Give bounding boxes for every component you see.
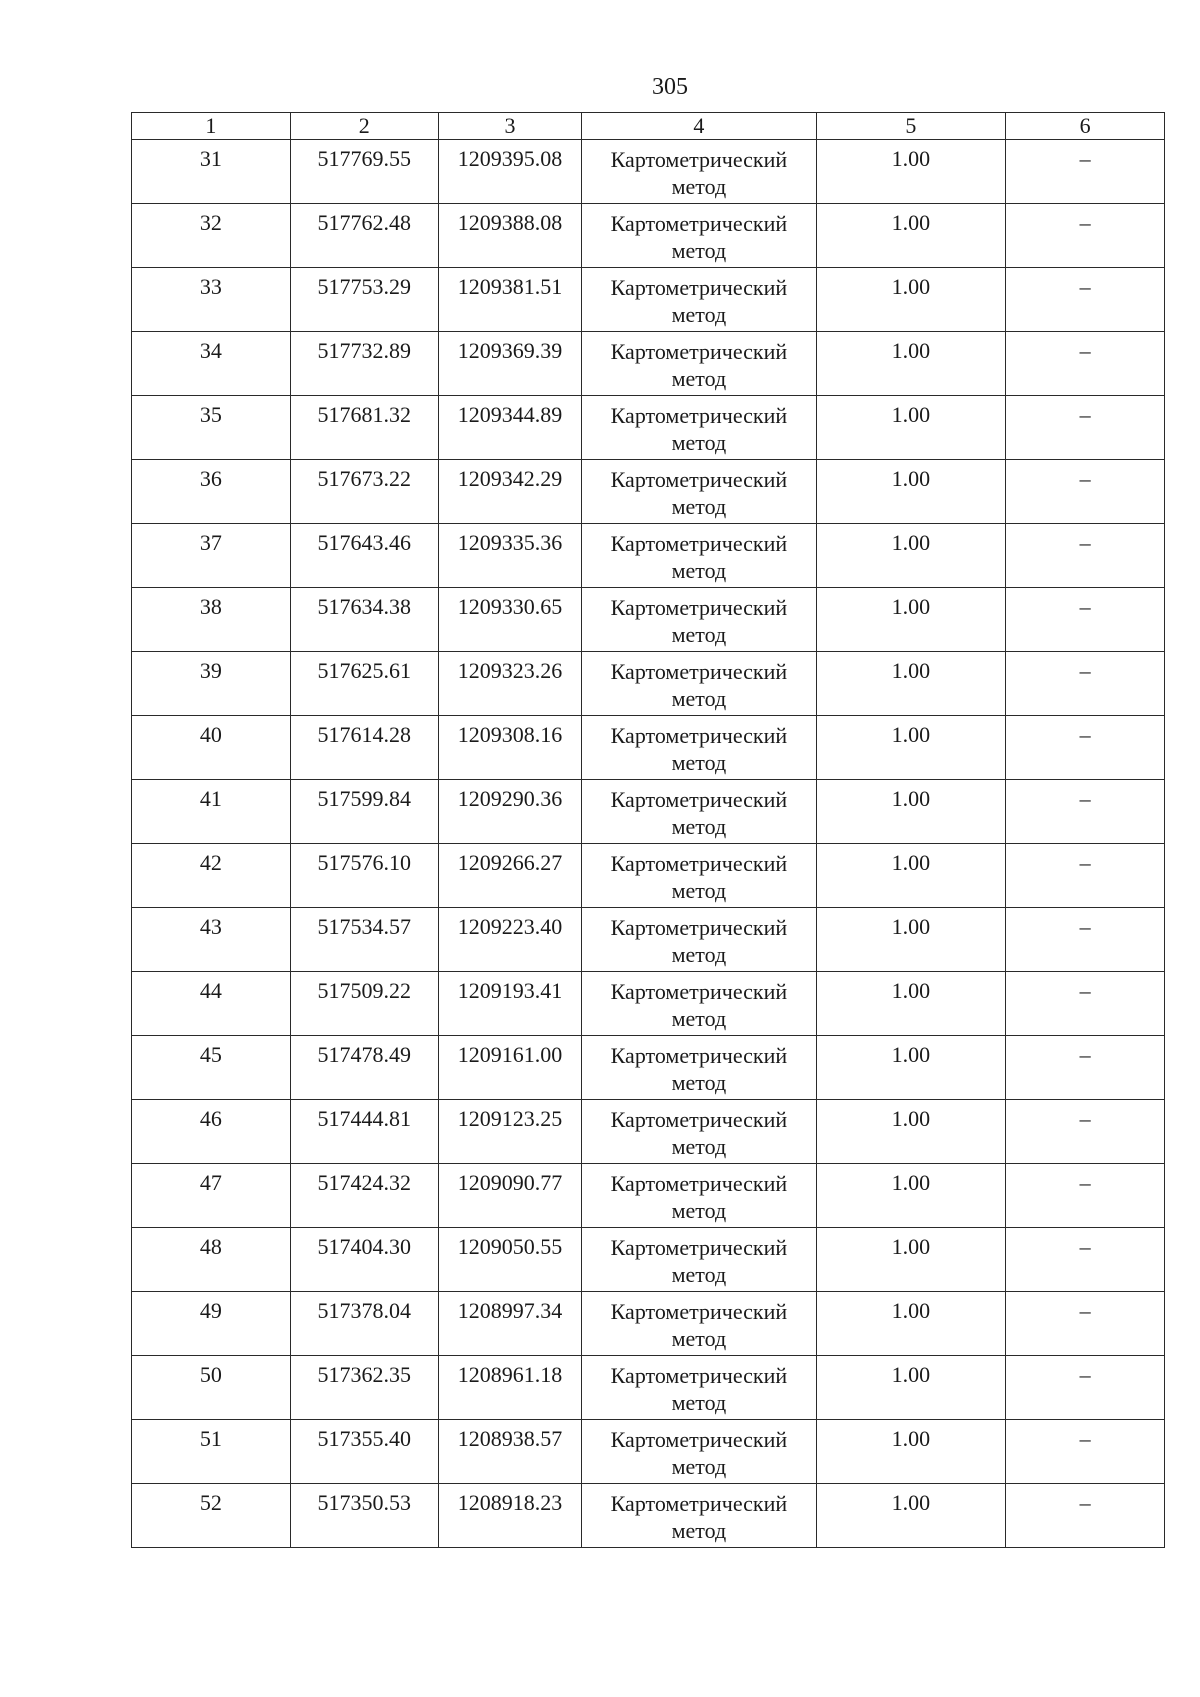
point-number-cell: 42	[132, 844, 291, 908]
method-cell	[582, 588, 816, 652]
y-coordinate-cell: 1209323.26	[438, 652, 582, 716]
method-label: Картометрический	[610, 339, 788, 364]
method-cell	[582, 140, 816, 204]
method-cell	[582, 1036, 816, 1100]
method-label: Картометрический	[610, 915, 788, 940]
method-cell	[582, 652, 816, 716]
table-row	[132, 268, 1165, 332]
method-cell	[582, 1164, 816, 1228]
method-label: Картометрический	[610, 1427, 788, 1452]
method-label-continued: метод	[671, 174, 727, 199]
method-label: Картометрический	[610, 147, 788, 172]
y-coordinate-cell: 1209335.36	[438, 524, 582, 588]
method-label: Картометрический	[610, 723, 788, 748]
note-cell: –	[1006, 1164, 1165, 1228]
point-number-cell: 51	[132, 1420, 291, 1484]
note-cell: –	[1006, 972, 1165, 1036]
y-coordinate-cell: 1209395.08	[438, 140, 582, 204]
y-coordinate-cell: 1209090.77	[438, 1164, 582, 1228]
method-label-continued: метод	[671, 494, 727, 519]
x-coordinate-cell: 517753.29	[290, 268, 438, 332]
y-coordinate-cell: 1209123.25	[438, 1100, 582, 1164]
table-row	[132, 332, 1165, 396]
table-row	[132, 396, 1165, 460]
accuracy-cell: 1.00	[816, 652, 1006, 716]
accuracy-cell: 1.00	[816, 1484, 1006, 1548]
method-label: Картометрический	[610, 1299, 788, 1324]
point-number-cell: 46	[132, 1100, 291, 1164]
table-row	[132, 844, 1165, 908]
x-coordinate-cell: 517634.38	[290, 588, 438, 652]
accuracy-cell: 1.00	[816, 1164, 1006, 1228]
method-label: Картометрический	[610, 1043, 788, 1068]
method-label-continued: метод	[671, 750, 727, 775]
x-coordinate-cell: 517769.55	[290, 140, 438, 204]
x-coordinate-cell: 517444.81	[290, 1100, 438, 1164]
point-number-cell: 34	[132, 332, 291, 396]
table-row	[132, 972, 1165, 1036]
note-cell: –	[1006, 524, 1165, 588]
table-row	[132, 1484, 1165, 1548]
note-cell: –	[1006, 460, 1165, 524]
x-coordinate-cell: 517478.49	[290, 1036, 438, 1100]
y-coordinate-cell: 1208938.57	[438, 1420, 582, 1484]
table-row	[132, 1164, 1165, 1228]
accuracy-cell: 1.00	[816, 972, 1006, 1036]
note-cell: –	[1006, 716, 1165, 780]
table-row	[132, 908, 1165, 972]
method-label: Картометрический	[610, 1171, 788, 1196]
accuracy-cell: 1.00	[816, 716, 1006, 780]
method-label-continued: метод	[671, 366, 727, 391]
note-cell: –	[1006, 844, 1165, 908]
table-row	[132, 1228, 1165, 1292]
x-coordinate-cell: 517576.10	[290, 844, 438, 908]
method-label-continued: метод	[671, 430, 727, 455]
table-row	[132, 140, 1165, 204]
y-coordinate-cell: 1209290.36	[438, 780, 582, 844]
table-row	[132, 716, 1165, 780]
accuracy-cell: 1.00	[816, 204, 1006, 268]
note-cell: –	[1006, 1420, 1165, 1484]
table-row	[132, 1292, 1165, 1356]
method-label: Картометрический	[610, 851, 788, 876]
accuracy-cell: 1.00	[816, 1228, 1006, 1292]
table-row	[132, 460, 1165, 524]
note-cell: –	[1006, 652, 1165, 716]
method-label-continued: метод	[671, 814, 727, 839]
y-coordinate-cell: 1209388.08	[438, 204, 582, 268]
method-label-continued: метод	[671, 1518, 727, 1543]
method-label: Картометрический	[610, 1491, 788, 1516]
point-number-cell: 40	[132, 716, 291, 780]
accuracy-cell: 1.00	[816, 844, 1006, 908]
method-label: Картометрический	[610, 467, 788, 492]
header-col-5: 5	[816, 113, 1006, 140]
method-label-continued: метод	[671, 1070, 727, 1095]
method-label-continued: метод	[671, 238, 727, 263]
accuracy-cell: 1.00	[816, 1292, 1006, 1356]
x-coordinate-cell: 517625.61	[290, 652, 438, 716]
note-cell: –	[1006, 204, 1165, 268]
x-coordinate-cell: 517614.28	[290, 716, 438, 780]
method-label-continued: метод	[671, 942, 727, 967]
table-row	[132, 204, 1165, 268]
y-coordinate-cell: 1209344.89	[438, 396, 582, 460]
accuracy-cell: 1.00	[816, 396, 1006, 460]
accuracy-cell: 1.00	[816, 1356, 1006, 1420]
method-cell	[582, 1420, 816, 1484]
accuracy-cell: 1.00	[816, 524, 1006, 588]
y-coordinate-cell: 1209369.39	[438, 332, 582, 396]
method-cell	[582, 396, 816, 460]
point-number-cell: 50	[132, 1356, 291, 1420]
accuracy-cell: 1.00	[816, 1036, 1006, 1100]
note-cell: –	[1006, 1228, 1165, 1292]
method-label: Картометрический	[610, 1107, 788, 1132]
point-number-cell: 32	[132, 204, 291, 268]
point-number-cell: 35	[132, 396, 291, 460]
method-cell	[582, 524, 816, 588]
y-coordinate-cell: 1209330.65	[438, 588, 582, 652]
note-cell: –	[1006, 1100, 1165, 1164]
method-cell	[582, 1228, 816, 1292]
accuracy-cell: 1.00	[816, 460, 1006, 524]
point-number-cell: 41	[132, 780, 291, 844]
x-coordinate-cell: 517681.32	[290, 396, 438, 460]
note-cell: –	[1006, 588, 1165, 652]
method-label: Картометрический	[610, 1363, 788, 1388]
method-label: Картометрический	[610, 531, 788, 556]
y-coordinate-cell: 1209308.16	[438, 716, 582, 780]
table-row	[132, 588, 1165, 652]
method-label-continued: метод	[671, 686, 727, 711]
header-row	[132, 113, 1165, 140]
method-label-continued: метод	[671, 1262, 727, 1287]
header-col-2: 2	[290, 113, 438, 140]
method-cell	[582, 780, 816, 844]
table-row	[132, 652, 1165, 716]
point-number-cell: 47	[132, 1164, 291, 1228]
point-number-cell: 43	[132, 908, 291, 972]
point-number-cell: 36	[132, 460, 291, 524]
x-coordinate-cell: 517643.46	[290, 524, 438, 588]
y-coordinate-cell: 1208997.34	[438, 1292, 582, 1356]
method-label-continued: метод	[671, 1006, 727, 1031]
table-row	[132, 780, 1165, 844]
method-label: Картометрический	[610, 787, 788, 812]
x-coordinate-cell: 517534.57	[290, 908, 438, 972]
point-number-cell: 52	[132, 1484, 291, 1548]
x-coordinate-cell: 517762.48	[290, 204, 438, 268]
method-label-continued: метод	[671, 1198, 727, 1223]
method-label: Картометрический	[610, 595, 788, 620]
note-cell: –	[1006, 268, 1165, 332]
header-col-3: 3	[438, 113, 582, 140]
method-label-continued: метод	[671, 1390, 727, 1415]
point-number-cell: 44	[132, 972, 291, 1036]
coordinates-table	[131, 112, 1165, 1548]
method-cell	[582, 716, 816, 780]
x-coordinate-cell: 517362.35	[290, 1356, 438, 1420]
accuracy-cell: 1.00	[816, 1100, 1006, 1164]
method-label-continued: метод	[671, 622, 727, 647]
y-coordinate-cell: 1209266.27	[438, 844, 582, 908]
method-cell	[582, 332, 816, 396]
method-cell	[582, 460, 816, 524]
method-label: Картометрический	[610, 1235, 788, 1260]
table-header	[132, 113, 1165, 140]
x-coordinate-cell: 517599.84	[290, 780, 438, 844]
header-col-1: 1	[132, 113, 291, 140]
note-cell: –	[1006, 1484, 1165, 1548]
y-coordinate-cell: 1209381.51	[438, 268, 582, 332]
method-cell	[582, 972, 816, 1036]
table-row	[132, 1356, 1165, 1420]
method-cell	[582, 1100, 816, 1164]
header-col-6: 6	[1006, 113, 1165, 140]
x-coordinate-cell: 517355.40	[290, 1420, 438, 1484]
accuracy-cell: 1.00	[816, 1420, 1006, 1484]
method-label: Картометрический	[610, 659, 788, 684]
point-number-cell: 39	[132, 652, 291, 716]
accuracy-cell: 1.00	[816, 268, 1006, 332]
y-coordinate-cell: 1209223.40	[438, 908, 582, 972]
point-number-cell: 31	[132, 140, 291, 204]
table-row	[132, 1100, 1165, 1164]
note-cell: –	[1006, 908, 1165, 972]
accuracy-cell: 1.00	[816, 140, 1006, 204]
method-cell	[582, 204, 816, 268]
note-cell: –	[1006, 1356, 1165, 1420]
method-cell	[582, 908, 816, 972]
table-row	[132, 1420, 1165, 1484]
y-coordinate-cell: 1209342.29	[438, 460, 582, 524]
method-label-continued: метод	[671, 1454, 727, 1479]
method-label: Картометрический	[610, 275, 788, 300]
x-coordinate-cell: 517509.22	[290, 972, 438, 1036]
table-row	[132, 524, 1165, 588]
method-cell	[582, 1484, 816, 1548]
method-label-continued: метод	[671, 558, 727, 583]
y-coordinate-cell: 1209161.00	[438, 1036, 582, 1100]
method-label-continued: метод	[671, 1134, 727, 1159]
note-cell: –	[1006, 140, 1165, 204]
table-row	[132, 1036, 1165, 1100]
point-number-cell: 45	[132, 1036, 291, 1100]
accuracy-cell: 1.00	[816, 332, 1006, 396]
accuracy-cell: 1.00	[816, 908, 1006, 972]
page-number: 305	[652, 74, 688, 100]
point-number-cell: 48	[132, 1228, 291, 1292]
x-coordinate-cell: 517424.32	[290, 1164, 438, 1228]
point-number-cell: 37	[132, 524, 291, 588]
method-cell	[582, 1356, 816, 1420]
note-cell: –	[1006, 396, 1165, 460]
method-label: Картометрический	[610, 211, 788, 236]
x-coordinate-cell: 517673.22	[290, 460, 438, 524]
x-coordinate-cell: 517732.89	[290, 332, 438, 396]
table-body	[132, 140, 1165, 1548]
method-cell	[582, 844, 816, 908]
note-cell: –	[1006, 780, 1165, 844]
method-label: Картометрический	[610, 403, 788, 428]
header-col-4: 4	[582, 113, 816, 140]
x-coordinate-cell: 517378.04	[290, 1292, 438, 1356]
y-coordinate-cell: 1209050.55	[438, 1228, 582, 1292]
accuracy-cell: 1.00	[816, 780, 1006, 844]
method-cell	[582, 1292, 816, 1356]
note-cell: –	[1006, 332, 1165, 396]
point-number-cell: 49	[132, 1292, 291, 1356]
method-label: Картометрический	[610, 979, 788, 1004]
method-cell	[582, 268, 816, 332]
method-label-continued: метод	[671, 878, 727, 903]
method-label-continued: метод	[671, 1326, 727, 1351]
point-number-cell: 33	[132, 268, 291, 332]
point-number-cell: 38	[132, 588, 291, 652]
note-cell: –	[1006, 1292, 1165, 1356]
x-coordinate-cell: 517404.30	[290, 1228, 438, 1292]
note-cell: –	[1006, 1036, 1165, 1100]
y-coordinate-cell: 1209193.41	[438, 972, 582, 1036]
x-coordinate-cell: 517350.53	[290, 1484, 438, 1548]
y-coordinate-cell: 1208961.18	[438, 1356, 582, 1420]
y-coordinate-cell: 1208918.23	[438, 1484, 582, 1548]
method-label-continued: метод	[671, 302, 727, 327]
accuracy-cell: 1.00	[816, 588, 1006, 652]
